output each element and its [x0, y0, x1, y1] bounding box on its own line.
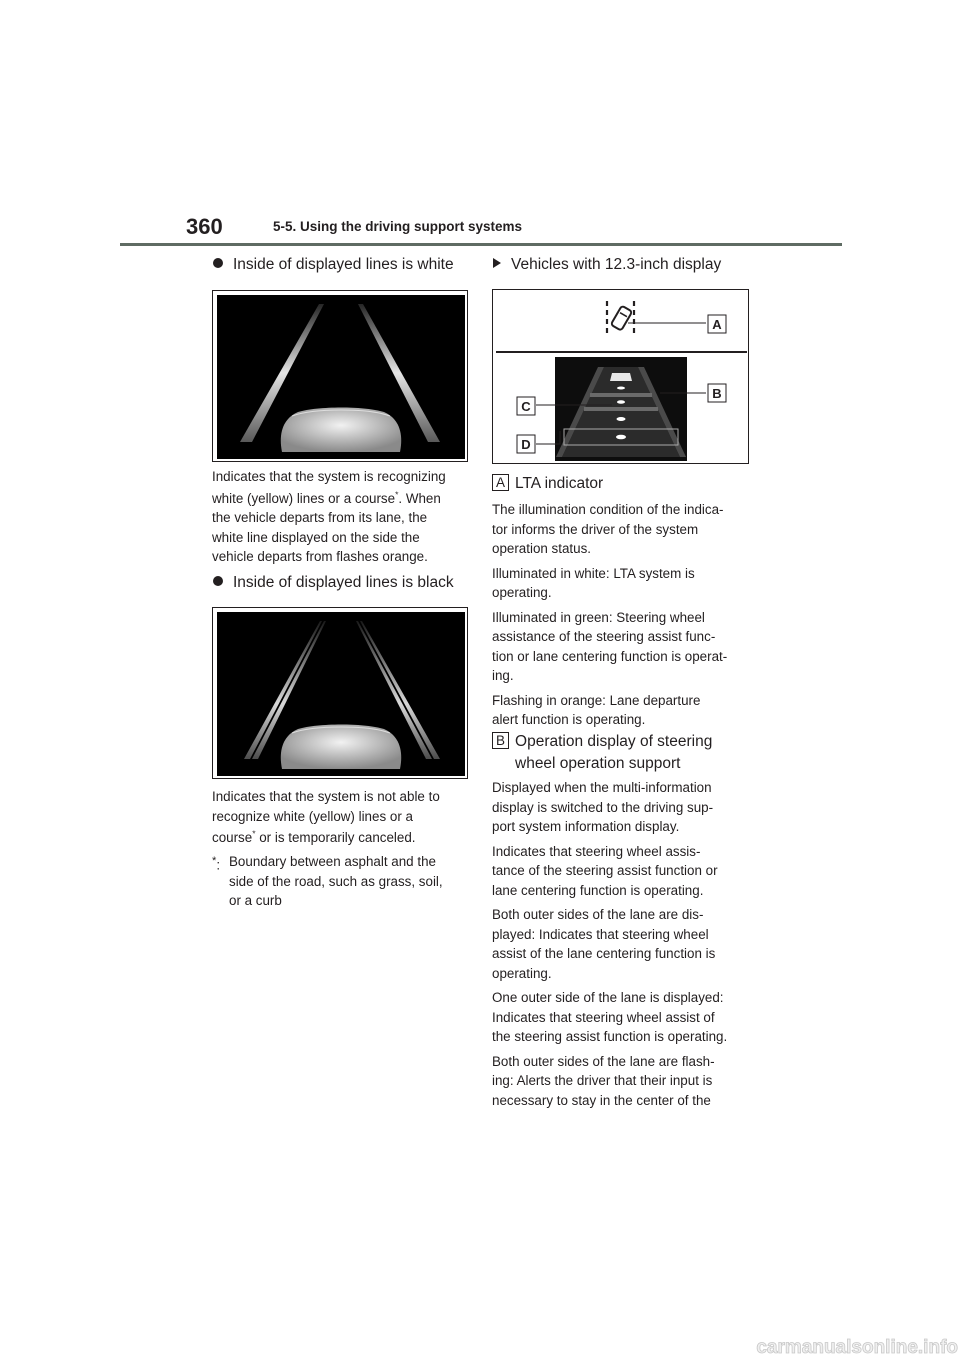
item-a-heading: A LTA indicator [492, 473, 603, 495]
bullet-icon [213, 258, 223, 268]
lta-display-illustration [494, 291, 749, 464]
callout-c-label: C [521, 399, 531, 414]
lta-indicator-icon [607, 301, 706, 336]
display-figure [492, 289, 749, 464]
footnote: *: Boundary between asphalt and the side of the road, such as grass, soil, or a curb [212, 854, 443, 908]
road-white-lines-illustration [214, 292, 468, 462]
bullet-icon [213, 576, 223, 586]
letter-a-box: A [492, 474, 509, 491]
driving-support-display [555, 357, 687, 461]
header-rule [120, 243, 842, 246]
item-a-description: The illumination condition of the indica- tor informs the driver of the system operation status. Illuminated in white: LTA system is operating. Illuminated in green: Steering wheel assistance of the steering assist func- tion or lane centering function is operat- ing. Flashing in orange: Lane departure alert function is operating. [492, 502, 728, 727]
callout-a-label: A [712, 317, 722, 332]
black-lines-heading: Inside of displayed lines is black [213, 573, 454, 593]
vehicles-heading: Vehicles with 12.3-inch display [493, 255, 721, 275]
road-black-lines-illustration [214, 609, 468, 779]
triangle-bullet-icon [493, 258, 501, 268]
black-lines-description: Indicates that the system is not able to recognize white (yellow) lines or a course* or is temporarily canceled. [212, 789, 440, 845]
callout-b-label: B [712, 386, 722, 401]
item-b-heading: B Operation display of steering wheel operation support [492, 731, 712, 775]
item-b-description: Displayed when the multi-information display is switched to the driving sup- port system information display. Indicates that steering wheel assis- tance of the steering assist function or lane centering function is operating. Both outer sides of the lane are dis- played: Indicates that steering wheel assist of the lane centering function is operating. One outer side of the lane is displayed: Indicates that steering wheel assist of the steering assist function is operating. Both outer sides of the lane are flash- ing: Alerts the driver that their input is necessary to stay in the center of the [492, 780, 728, 1108]
letter-b-box: B [492, 732, 509, 749]
watermark [0, 1336, 960, 1358]
black-lines-figure [212, 607, 468, 779]
white-lines-description: Indicates that the system is recognizing white (yellow) lines or a course*. When the vehicle departs from its lane, the white line displayed on the side the vehicle departs from flashes orange. [212, 469, 446, 564]
callout-d-label: D [521, 437, 531, 452]
page-number: 360 [186, 214, 223, 239]
section-title: 5-5. Using the driving support systems [273, 219, 523, 234]
white-lines-heading: Inside of displayed lines is white [213, 255, 454, 275]
watermark-text: carmanualsonline.info [756, 1337, 958, 1358]
white-lines-figure [212, 290, 468, 462]
